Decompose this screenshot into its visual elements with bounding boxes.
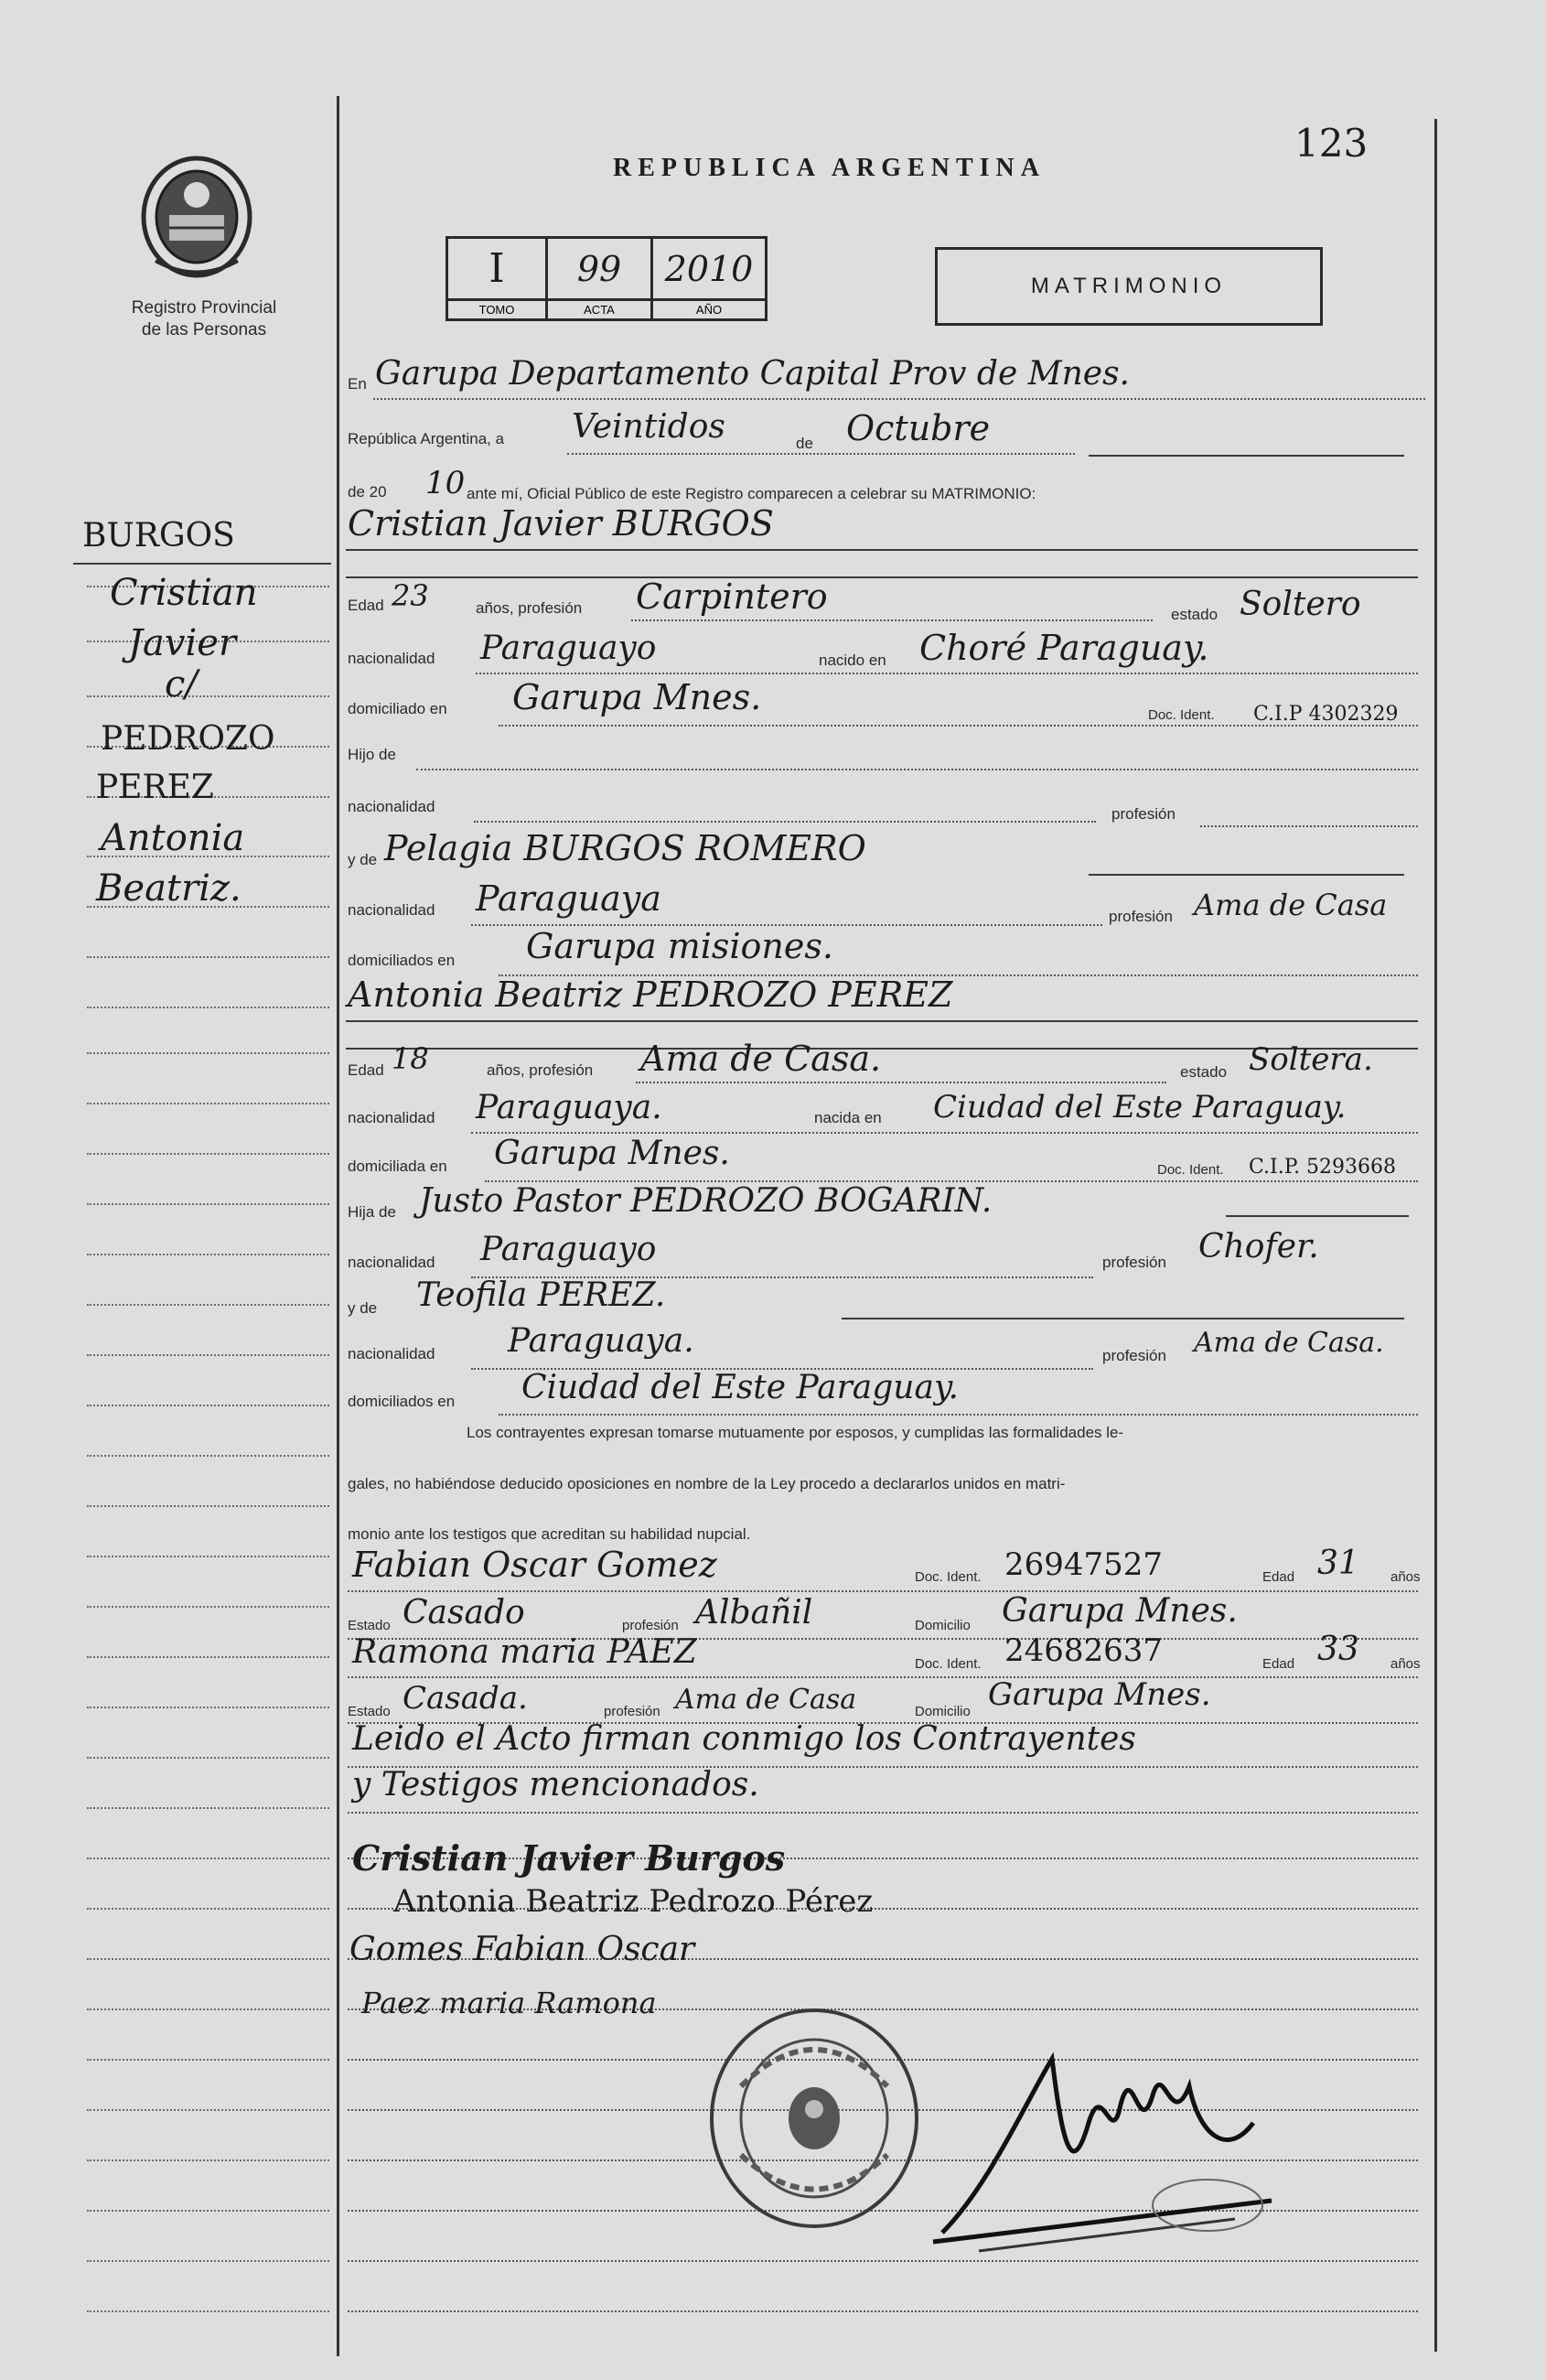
groom-anos-profesion-label: años, profesión <box>476 599 583 617</box>
groom-nacionalidad-label: nacionalidad <box>348 650 435 667</box>
groom-doc-label: Doc. Ident. <box>1148 707 1215 723</box>
witness1-age: 31 <box>1317 1545 1359 1582</box>
bride-domicile: Garupa Mnes. <box>494 1135 730 1172</box>
declaration-line2: gales, no habiéndose deducido oposiciones en nombre de la Ley procedo a declararlos unidos en matri- <box>348 1475 1066 1492</box>
groom-mother-profession: Ama de Casa <box>1194 888 1388 922</box>
groom-domicile: Garupa Mnes. <box>512 677 762 717</box>
declaration-line3: monio ante los testigos que acreditan su habilidad nupcial. <box>348 1525 751 1543</box>
bride-profession: Ama de Casa. <box>640 1039 882 1079</box>
de20-label: de 20 <box>348 483 387 501</box>
groom-nacido-label: nacido en <box>819 652 886 669</box>
margin-name-3: Antonia <box>101 817 245 859</box>
witness2-estado-label: Estado <box>348 1704 391 1719</box>
groom-age: 23 <box>392 578 429 613</box>
witness1-profesion-label: profesión <box>622 1618 679 1633</box>
bride-nationality: Paraguaya. <box>476 1089 662 1126</box>
signature-bride: Antonia Beatriz Pedrozo Pérez <box>393 1883 874 1920</box>
witness1-name: Fabian Oscar Gomez <box>352 1545 717 1585</box>
acta-value: 99 <box>576 248 622 289</box>
closing-line1: Leido el Acto firman conmigo los Contrayentes <box>352 1720 1136 1758</box>
groom-estado-label: estado <box>1171 606 1219 623</box>
witness2-edad-label: Edad <box>1262 1656 1295 1672</box>
witness1-domicile: Garupa Mnes. <box>1002 1592 1238 1630</box>
bride-anos-profesion-label: años, profesión <box>487 1061 594 1079</box>
groom-domiciliado-label: domiciliado en <box>348 700 447 717</box>
groom-nationality: Paraguayo <box>480 630 657 667</box>
margin-name-2: Javier <box>128 622 237 664</box>
margin-surname-2: PEDROZO <box>101 720 275 758</box>
witness1-anos-label: años <box>1390 1569 1421 1585</box>
witness2-doc: 24682637 <box>1004 1632 1164 1669</box>
closing-line2: y Testigos mencionados. <box>352 1766 759 1804</box>
groom-edad-label: Edad <box>348 597 384 614</box>
bride-age: 18 <box>392 1041 429 1076</box>
bride-estado: Soltera. <box>1249 1041 1373 1078</box>
republica-label: República Argentina, a <box>348 430 505 447</box>
bride-father-profesion-label: profesión <box>1102 1254 1166 1271</box>
signature-witness1: Gomes Fabian Oscar <box>349 1931 695 1968</box>
marriage-month: Octubre <box>846 408 991 448</box>
margin-divider <box>337 96 339 2356</box>
groom-profession: Carpintero <box>636 576 828 617</box>
witness2-profession: Ama de Casa <box>675 1684 857 1716</box>
declaration-line1: Los contrayentes expresan tomarse mutuamente por esposos, y cumplidas las formalidades le- <box>467 1424 1124 1441</box>
witness2-domicilio-label: Domicilio <box>915 1704 971 1719</box>
bride-mother-profession: Ama de Casa. <box>1194 1327 1384 1359</box>
bride-estado-label: estado <box>1180 1063 1228 1081</box>
registry-name-line1: Registro Provincial <box>131 298 277 318</box>
groom-mother: Pelagia BURGOS ROMERO <box>384 828 866 868</box>
groom-father-nacionalidad-label: nacionalidad <box>348 798 435 815</box>
groom-birthplace: Choré Paraguay. <box>919 628 1209 668</box>
groom-mother-nationality: Paraguaya <box>476 878 661 919</box>
witness1-doc-label: Doc. Ident. <box>915 1569 982 1585</box>
de-label: de <box>796 435 813 452</box>
bride-doc-label: Doc. Ident. <box>1157 1162 1224 1178</box>
official-signature-icon <box>924 2022 1281 2260</box>
record-type-box: MATRIMONIO <box>935 247 1323 326</box>
groom-domiciliados-label: domiciliados en <box>348 952 456 969</box>
groom-parents-domicile: Garupa misiones. <box>526 926 833 966</box>
witness2-domicile: Garupa Mnes. <box>988 1676 1211 1713</box>
witness1-domicilio-label: Domicilio <box>915 1618 971 1633</box>
witness2-estado: Casada. <box>403 1680 528 1717</box>
provincial-emblem-icon <box>137 151 256 279</box>
groom-mother-profesion-label: profesión <box>1109 908 1173 925</box>
margin-name-1: Cristian <box>110 572 258 614</box>
acta-label: ACTA <box>584 303 615 317</box>
marriage-place: Garupa Departamento Capital Prov de Mnes. <box>375 355 1130 393</box>
bride-domiciliada-label: domiciliada en <box>348 1158 447 1175</box>
margin-connector: c/ <box>165 663 198 705</box>
groom-yde-label: y de <box>348 851 378 868</box>
intro-text: ante mí, Oficial Público de este Registro comparecen a celebrar su MATRIMONIO: <box>467 485 1036 502</box>
witness2-age: 33 <box>1317 1631 1359 1668</box>
witness2-doc-label: Doc. Ident. <box>915 1656 982 1672</box>
bride-parents-domicile: Ciudad del Este Paraguay. <box>521 1369 959 1406</box>
tomo-label: TOMO <box>478 303 515 317</box>
bride-father: Justo Pastor PEDROZO BOGARIN. <box>419 1182 993 1220</box>
margin-surname: BURGOS <box>82 517 235 555</box>
bride-doc: C.I.P. 5293668 <box>1249 1156 1397 1179</box>
country-title: REPUBLICA ARGENTINA <box>613 154 1046 182</box>
bride-birthplace: Ciudad del Este Paraguay. <box>933 1089 1347 1125</box>
page-number: 123 <box>1294 121 1369 166</box>
groom-father-profesion-label: profesión <box>1111 805 1176 823</box>
witness1-estado: Casado <box>403 1594 525 1632</box>
bride-nacionalidad-label: nacionalidad <box>348 1109 435 1126</box>
bride-hija-label: Hija de <box>348 1203 396 1221</box>
ano-label: AÑO <box>695 303 723 317</box>
signature-witness2: Paez maria Ramona <box>361 1986 657 2020</box>
marriage-year-suffix: 10 <box>425 465 466 501</box>
groom-hijo-label: Hijo de <box>348 746 396 763</box>
witness1-doc: 26947527 <box>1004 1546 1164 1583</box>
bride-edad-label: Edad <box>348 1061 384 1079</box>
official-stamp-icon <box>704 2004 924 2233</box>
tomo-value: I <box>488 245 505 292</box>
margin-name-4: Beatriz. <box>96 867 242 910</box>
bride-mother: Teofila PEREZ. <box>416 1276 666 1314</box>
witness2-anos-label: años <box>1390 1656 1421 1672</box>
witness2-profesion-label: profesión <box>604 1704 660 1719</box>
bride-mother-nacionalidad-label: nacionalidad <box>348 1345 435 1362</box>
witness2-name: Ramona maria PAEZ <box>352 1633 697 1671</box>
bride-mother-nationality: Paraguaya. <box>508 1322 694 1360</box>
bride-yde-label: y de <box>348 1299 378 1317</box>
bride-father-nacionalidad-label: nacionalidad <box>348 1254 435 1271</box>
witness1-profession: Albañil <box>695 1594 813 1632</box>
bride-name: Antonia Beatriz PEDROZO PEREZ <box>348 975 953 1015</box>
margin-surname-3: PEREZ <box>96 769 214 806</box>
marriage-day: Veintidos <box>572 408 725 446</box>
en-label: En <box>348 375 367 393</box>
groom-doc: C.I.P 4302329 <box>1253 703 1399 726</box>
bride-father-profession: Chofer. <box>1198 1228 1319 1265</box>
witness1-estado-label: Estado <box>348 1618 391 1633</box>
groom-estado: Soltero <box>1240 586 1361 623</box>
groom-name: Cristian Javier BURGOS <box>348 503 774 544</box>
groom-mother-nacionalidad-label: nacionalidad <box>348 901 435 919</box>
record-number-box <box>446 236 768 321</box>
witness1-edad-label: Edad <box>1262 1569 1295 1585</box>
bride-nacida-label: nacida en <box>814 1109 882 1126</box>
bride-mother-profesion-label: profesión <box>1102 1347 1166 1364</box>
bride-domiciliados-label: domiciliados en <box>348 1393 456 1410</box>
right-border <box>1434 119 1437 2352</box>
bride-father-nationality: Paraguayo <box>480 1231 657 1268</box>
registry-name-line2: de las Personas <box>141 320 267 339</box>
ano-value: 2010 <box>664 248 754 289</box>
signature-groom: Cristian Javier Burgos <box>352 1837 786 1879</box>
